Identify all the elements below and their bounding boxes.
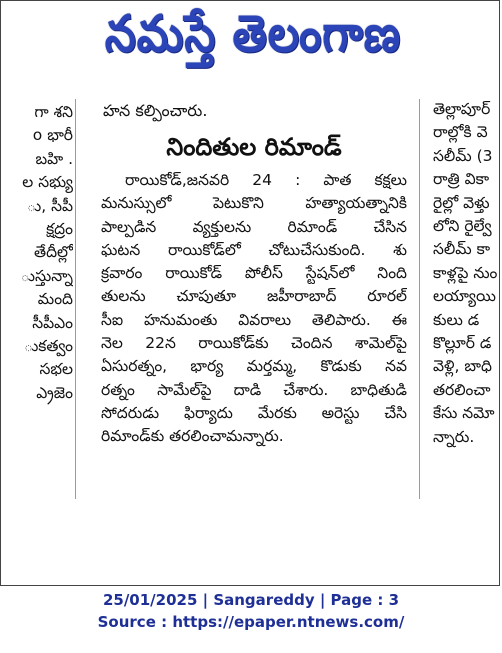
- right-column-line: సలీమ్ కా: [433, 240, 491, 259]
- left-column-line: గా శని: [34, 103, 73, 121]
- left-column-line: ల సభ్యు: [22, 173, 73, 192]
- article-line: రత్నం సామేల్‌పై దాడి చేశారు. బాధితుడి: [101, 380, 407, 399]
- left-column-line: ుస్తున్నా: [20, 266, 73, 285]
- masthead-title: నమస్తే తెలంగాణ: [104, 5, 402, 64]
- article-headline: నిందితుల రిమాండ్: [166, 133, 342, 161]
- article-line: మనుస్సులో పెటుకొని హత్యాయత్నానికి: [101, 194, 407, 213]
- right-column-line: కాళ్లపై నుం: [433, 263, 498, 282]
- right-column-line: లోని రైల్వే: [433, 217, 492, 236]
- right-column-line: న్నారు.: [433, 427, 475, 446]
- right-column-line: లయ్యాయి: [433, 287, 496, 306]
- article-line: నెల 22న రాయికోడ్‌కు చెందిన శామెల్‌పై: [101, 334, 407, 353]
- left-column-line: సీపీఎం: [32, 313, 73, 332]
- left-column-line: సభల: [39, 360, 73, 379]
- article-line: రాయికోడ్,జనవరి 24 : పాత కక్షలు: [125, 171, 407, 189]
- right-column-line: రాత్రి వికా: [433, 170, 490, 189]
- right-column-line: రైల్లో వెళ్తు: [433, 193, 490, 212]
- left-column: [1, 101, 73, 571]
- right-column-line: కులు డ: [433, 310, 480, 329]
- right-column: [433, 98, 500, 568]
- left-column-line: క్షద్రం: [46, 220, 73, 239]
- right-column-line: సలీమ్ (3: [433, 146, 493, 165]
- left-column-line: . బహి: [35, 149, 73, 168]
- article-continuation-line: హన కల్పించారు.: [103, 101, 208, 120]
- article-line: క్రవారం రాయికోడ్ పోలీస్ స్టేషన్‌లో నింది: [101, 264, 407, 283]
- right-column-line: కేసు నమో: [433, 404, 495, 423]
- clipping-source: Source : https://epaper.ntnews.com/: [97, 613, 405, 631]
- left-column-line: మంది: [37, 290, 73, 309]
- right-column-line: తెల్లాపూర్: [433, 100, 491, 118]
- left-column-line: ుకత్వం: [23, 337, 73, 356]
- column-divider: [419, 99, 420, 499]
- column-divider: [75, 99, 76, 499]
- article-line: ఘటన రాయికోడ్‌లో చోటుచేసుకుంది. శు: [101, 240, 407, 259]
- article-body: [101, 169, 407, 449]
- right-column-line: కొల్లూర్ డ: [433, 334, 492, 353]
- article-line: సీఐ హనుమంతు వివరాలు తెలిపారు. ఈ: [101, 310, 407, 329]
- left-column-line: o భారీ: [32, 126, 73, 145]
- right-column-line: రాల్లోకి వె: [433, 123, 488, 142]
- right-column-line: వెళ్లి, బాధి: [433, 357, 492, 376]
- left-column-line: తేదీల్లో: [34, 243, 73, 262]
- article-line: సోదరుడు ఫిర్యాదు మేరకు అరెస్టు చేసి: [101, 403, 407, 422]
- left-column-line: ఎ్రజెం: [36, 383, 73, 402]
- article-line: పాల్పడిన వ్యక్తులను రిమాండ్ చేసిన: [101, 217, 407, 236]
- masthead: [1, 1, 500, 85]
- left-column-line: ు, సీపీ: [26, 196, 73, 215]
- right-column-line: తరలించా: [433, 380, 491, 399]
- article-line: తులను చూపుతూ జహీరాబాద్ రూరల్: [101, 287, 407, 306]
- article-line: ఏసురత్నం, భార్య మర్తమ్మ, కొడుకు నవ: [101, 357, 407, 376]
- article-line: రిమాండ్‌కు తరలించామన్నారు.: [101, 427, 284, 446]
- clipping-meta: 25/01/2025 | Sangareddy | Page : 3: [102, 591, 400, 609]
- article: [101, 101, 407, 449]
